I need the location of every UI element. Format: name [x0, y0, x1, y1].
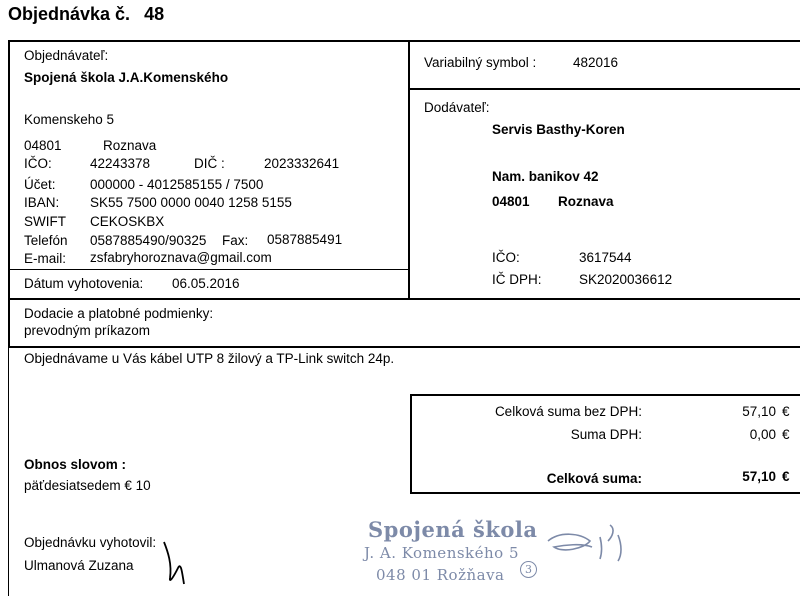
net-value: 57,10 [742, 404, 776, 419]
buyer-date-divider [9, 269, 409, 270]
buyer-account-label: Účet: [24, 177, 56, 192]
buyer-dic-label: DIČ : [194, 156, 225, 171]
buyer-phone: 0587885490/90325 [90, 233, 207, 248]
supplier-heading: Dodávateľ: [424, 100, 490, 115]
supplier-ico: 3617544 [579, 250, 632, 265]
buyer-email-label: E-mail: [24, 251, 67, 266]
buyer-iban-label: IBAN: [24, 195, 60, 210]
stamp-line-3: 048 01 Rožňava [376, 566, 505, 584]
stamp-number-circle [520, 561, 537, 578]
issue-date-label: Dátum vyhotovenia: [24, 276, 144, 291]
order-text: Objednávame u Vás kábel UTP 8 žilový a TP-Link switch 24p. [24, 351, 395, 366]
prepared-by-label: Objednávku vyhotovil: [24, 535, 157, 550]
signature-1 [150, 538, 210, 588]
buyer-dic: 2023332641 [264, 156, 340, 171]
supplier-street: Nam. banikov 42 [492, 169, 599, 184]
buyer-fax-label: Fax: [222, 233, 249, 248]
vat-currency: € [782, 427, 790, 442]
buyer-ico: 42243378 [90, 156, 151, 171]
total-currency: € [782, 469, 790, 484]
variable-symbol-value: 482016 [573, 55, 619, 70]
title-label: Objednávka č. [8, 4, 131, 24]
buyer-swift: CEKOSKBX [90, 214, 165, 229]
buyer-street: Komenskeho 5 [24, 112, 115, 127]
buyer-zip: 04801 [24, 138, 62, 153]
vat-value: 0,00 [749, 427, 776, 442]
terms-label: Dodacie a platobné podmienky: [24, 306, 214, 321]
buyer-fax: 0587885491 [267, 232, 343, 247]
supplier-icdph-label: IČ DPH: [492, 272, 542, 287]
order-number: 48 [144, 4, 165, 24]
buyer-phone-label: Telefón [24, 233, 68, 248]
vat-label: Suma DPH: [570, 427, 642, 442]
net-label: Celková suma bez DPH: [494, 404, 642, 419]
lower-left-border [8, 346, 9, 596]
page-title [8, 4, 164, 25]
supplier-city: Roznava [558, 194, 614, 209]
supplier-ico-label: IČO: [492, 250, 520, 265]
terms-value: prevodným príkazom [24, 323, 151, 338]
buyer-heading: Objednávateľ: [24, 48, 109, 63]
buyer-name: Spojená škola J.A.Komenského [24, 70, 229, 85]
buyer-account: 000000 - 4012585155 / 7500 [90, 177, 264, 192]
buyer-email[interactable]: zsfabryhoroznava@gmail.com [90, 250, 272, 265]
net-currency: € [782, 404, 790, 419]
buyer-city: Roznava [103, 138, 157, 153]
issue-date-value: 06.05.2016 [172, 276, 240, 291]
total-label: Celková suma: [546, 471, 642, 486]
buyer-swift-label: SWIFT [24, 214, 66, 229]
buyer-iban: SK55 7500 0000 0040 1258 5155 [90, 195, 292, 210]
stamp-line-1: Spojená škola [368, 517, 538, 542]
supplier-icdph: SK2020036612 [579, 272, 673, 287]
stamp-line-2: J. A. Komenského 5 [364, 544, 520, 562]
buyer-ico-label: IČO: [24, 156, 52, 171]
in-words-label: Obnos slovom : [24, 457, 127, 472]
total-value: 57,10 [742, 469, 776, 484]
signature-2 [540, 515, 640, 565]
variable-symbol-label: Variabilný symbol : [424, 55, 537, 70]
supplier-zip: 04801 [492, 194, 530, 209]
prepared-by-name: Ulmanová Zuzana [24, 558, 134, 573]
in-words-value: päťdesiatsedem € 10 [24, 478, 151, 493]
stamp-number: 3 [525, 563, 532, 576]
supplier-name: Servis Basthy-Koren [492, 122, 625, 137]
